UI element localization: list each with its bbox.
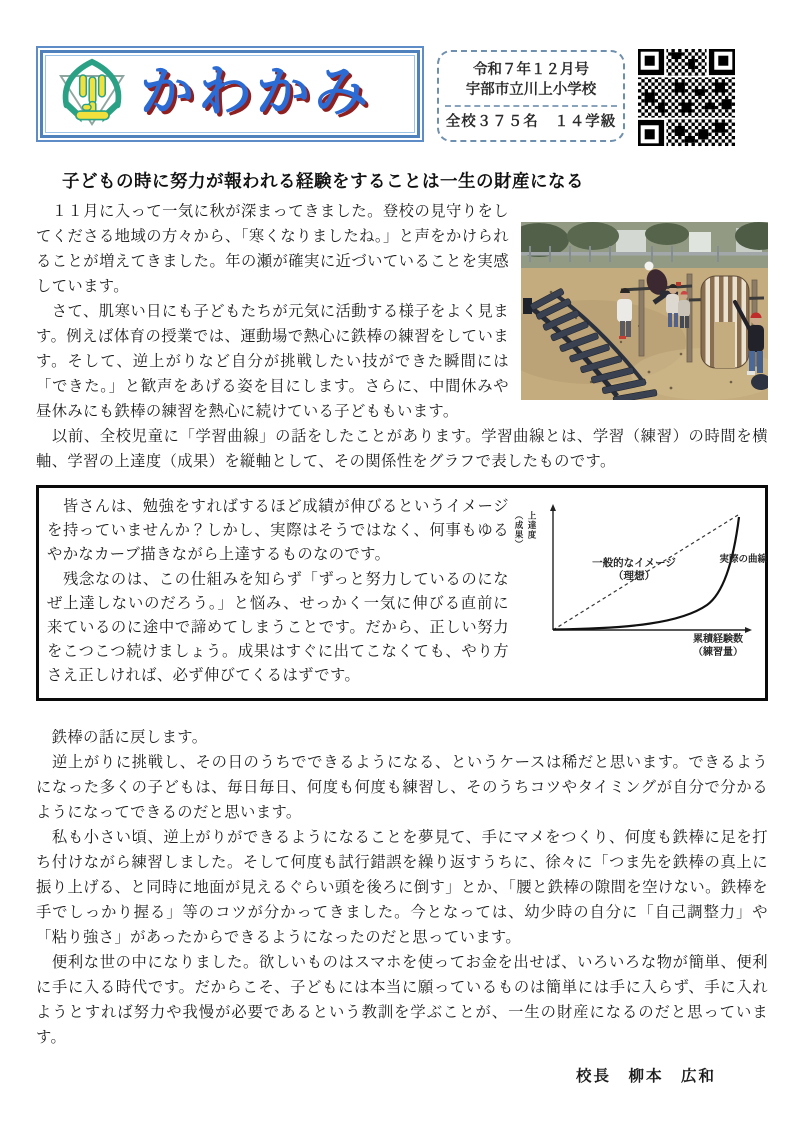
title-banner-border: [40, 50, 420, 138]
learning-curve-chart: [513, 499, 765, 677]
chart-y-axis-label: （成果） 上達度: [514, 511, 537, 549]
issue-divider: [445, 105, 617, 107]
title-banner: [36, 46, 424, 142]
paragraph: 逆上がりに挑戦し、その日のうちでできるようになる、というケースは稀だと思います。できるようになった多くの子どもは、毎日毎日、何度も何度も練習し、そのうちコツやタイミングが自分で分かるようになってできるのだと思います。: [36, 753, 768, 821]
school-emblem-icon: [54, 58, 130, 130]
paragraph: 皆さんは、勉強をすればするほど成績が伸びるというイメージを持っていませんか？しかし、実際はそうではなく、何事もゆるやかなカーブ描きながら上達するものなのです。: [47, 498, 509, 564]
playground-photo: [521, 222, 768, 400]
closing-section: [36, 725, 768, 1050]
learning-curve-box: [36, 485, 768, 701]
paragraph: 私も小さい頃、逆上がりができるようになることを夢見て、手にマメをつくり、何度も鉄棒に足を打ち付けながら練習しました。そして何度も試行錯誤を繰り返すうちに、徐々に「つま先を鉄棒の真上に振り上げる、と同時に地面が見えるぐらい頭を後ろに倒す」とか、「腰と鉄棒の隙間を空けない。鉄棒を手でしっかり握る」等のコツが分かってきました。今となっては、幼少時の自分に「自己調整力」や「粘り強さ」があったからできるようになったのだと思っています。: [36, 828, 768, 946]
article-lead-section: [36, 199, 768, 424]
issue-info-top: [439, 54, 623, 104]
paragraph: １１月に入って一気に秋が深まってきました。登校の見守りをしてくださる地域の方々から、「寒くなりましたね。」と声をかけられることが増えてきました。年の瀬が確実に近づいていることを実感しています。: [36, 203, 509, 295]
qr-code: [638, 49, 735, 146]
article-headline: 子どもの時に努力が報われる経験をすることは一生の財産になる: [62, 171, 584, 191]
paragraph: 残念なのは、この仕組みを知らず「ずっと努力しているのになぜ上達しないのだろう。」と悩み、せっかく一気に伸びる直前に来ているのに途中で諦めてしまうことです。だから、正しい努力をこつこつ続けましょう。成果はすぐに出てこなくても、やり方さえ正しければ、必ず伸びてくるはずです。: [47, 570, 509, 685]
chart-x-axis-label: 累積経験数 （練習量）: [693, 634, 743, 658]
paragraph: 便利な世の中になりました。欲しいものはスマホを使ってお金を出せば、いろいろな物が簡単、便利に手に入る時代です。だからこそ、子どもには本当に願っているものは簡単には手に入らず、手に入れようとすれば努力や我慢が必要であるという教訓を学ぶことが、一生の財産になるのだと思っています。: [36, 953, 768, 1046]
learning-curve-text: [47, 495, 509, 689]
paragraph: 鉄棒の話に戻します。: [36, 728, 208, 746]
paragraph: さて、肌寒い日にも子どもたちが元気に活動する様子をよく見ます。例えば体育の授業では、運動場で熱心に鉄棒の練習をしています。そして、逆上がりなど自分が挑戦したい技ができた瞬間には「できた。」と歓声をあげる姿を目にします。さらに、中間休みや昼休みにも鉄棒の練習を熱心に続けている子どももいます。: [36, 303, 509, 420]
issue-info-box: [437, 50, 625, 142]
principal-signature: 校長 柳本 広和: [575, 1067, 716, 1085]
enrollment-info: 全校３７５名 １４学級: [445, 114, 617, 130]
school-name: 宇部市立川上小学校: [465, 82, 597, 98]
issue-number: 令和７年１２月号: [473, 62, 589, 78]
newsletter-title: かわかみ: [140, 62, 372, 122]
chart-actual-curve-label: 実際の曲線: [719, 554, 767, 565]
paragraph: 以前、全校児童に「学習曲線」の話をしたことがあります。学習曲線とは、学習（練習）の時間を横軸、学習の上達度（成果）を縦軸として、その関係性をグラフで表したものです。: [36, 428, 768, 470]
masthead: [36, 46, 768, 146]
chart-ideal-line-label: 一般的なイメージ （理想）: [592, 557, 676, 582]
title-banner-inner: [45, 55, 415, 133]
